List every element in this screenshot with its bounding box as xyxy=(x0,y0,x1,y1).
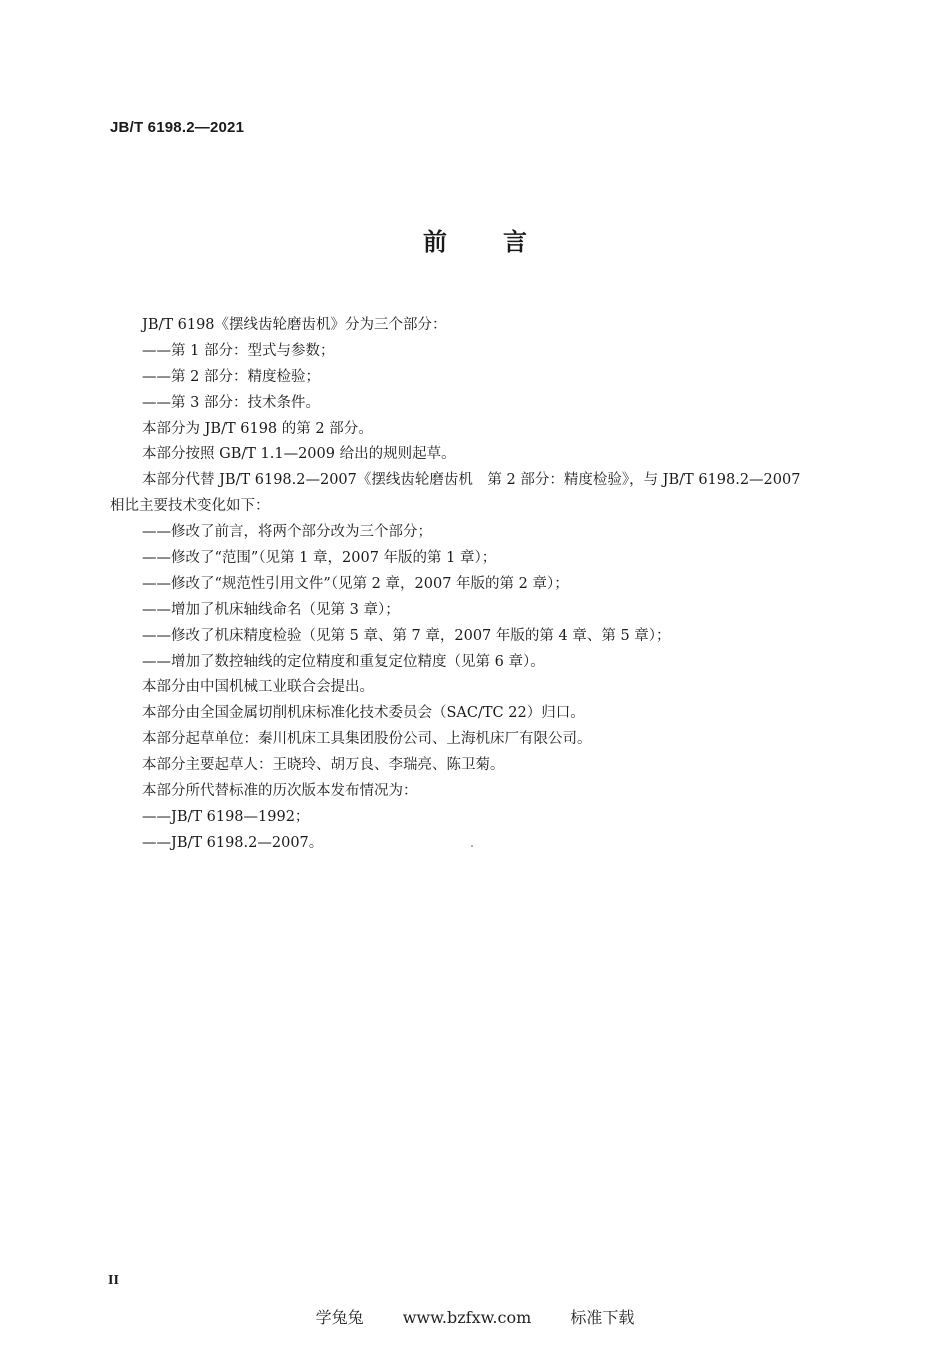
paragraph-drafters: 本部分主要起草人：王晓玲、胡万良、李瑞亮、陈卫菊。 xyxy=(142,757,505,774)
footer-watermark xyxy=(0,1305,950,1328)
list-item-part-3: ——第 3 部分：技术条件。 xyxy=(142,394,320,411)
paragraph-replaces: 本部分代替 JB/T 6198.2—2007《摆线齿轮磨齿机 第 2 部分：精度检验》，与 JB/T 6198.2—2007 xyxy=(142,472,801,489)
footer-site-name: 学兔兔 xyxy=(315,1308,364,1327)
list-item-part-2: ——第 2 部分：精度检验； xyxy=(142,368,320,385)
paragraph-proposed-by: 本部分由中国机械工业联合会提出。 xyxy=(142,679,374,696)
list-item-change-4: ——增加了机床轴线命名（见第 3 章）； xyxy=(142,601,400,618)
list-item-change-5: ——修改了机床精度检验（见第 5 章、第 7 章，2007 年版的第 4 章、第 5 章）； xyxy=(142,627,671,644)
list-item-history-1: ——JB/T 6198—1992； xyxy=(142,808,310,825)
paragraph-centralized-by: 本部分由全国金属切削机床标准化技术委员会（SAC/TC 22）归口。 xyxy=(142,705,585,722)
footer-tagline: 标准下载 xyxy=(570,1308,635,1327)
paragraph-parts-intro: JB/T 6198《摆线齿轮磨齿机》分为三个部分： xyxy=(142,317,447,333)
paragraph-drafting-rules: 本部分按照 GB/T 1.1—2009 给出的规则起草。 xyxy=(142,446,456,463)
paragraph-history-intro: 本部分所代替标准的历次版本发布情况为： xyxy=(142,783,418,800)
list-item-change-3: ——修改了“规范性引用文件”（见第 2 章，2007 年版的第 2 章）； xyxy=(142,575,569,592)
paragraph-replaces-continued: 相比主要技术变化如下： xyxy=(110,498,270,515)
scan-speck xyxy=(471,845,473,847)
list-item-change-2: ——修改了“范围”（见第 1 章，2007 年版的第 1 章）； xyxy=(142,550,497,567)
list-item-history-2: ——JB/T 6198.2—2007。 xyxy=(142,834,324,851)
page-title: 前言 xyxy=(423,228,583,256)
paragraph-this-part: 本部分为 JB/T 6198 的第 2 部分。 xyxy=(142,420,373,437)
standard-code: JB/T 6198.2—2021 xyxy=(110,119,245,136)
paragraph-drafting-units: 本部分起草单位：秦川机床工具集团股份公司、上海机床厂有限公司。 xyxy=(142,731,592,748)
list-item-part-1: ——第 1 部分：型式与参数； xyxy=(142,342,335,359)
list-item-change-1: ——修改了前言，将两个部分改为三个部分； xyxy=(142,524,432,541)
footer-url[interactable]: www.bzfxw.com xyxy=(402,1308,532,1327)
page-number: II xyxy=(108,1273,119,1288)
foreword-body xyxy=(110,313,860,857)
list-item-change-6: ——增加了数控轴线的定位精度和重复定位精度（见第 6 章）。 xyxy=(142,653,545,670)
